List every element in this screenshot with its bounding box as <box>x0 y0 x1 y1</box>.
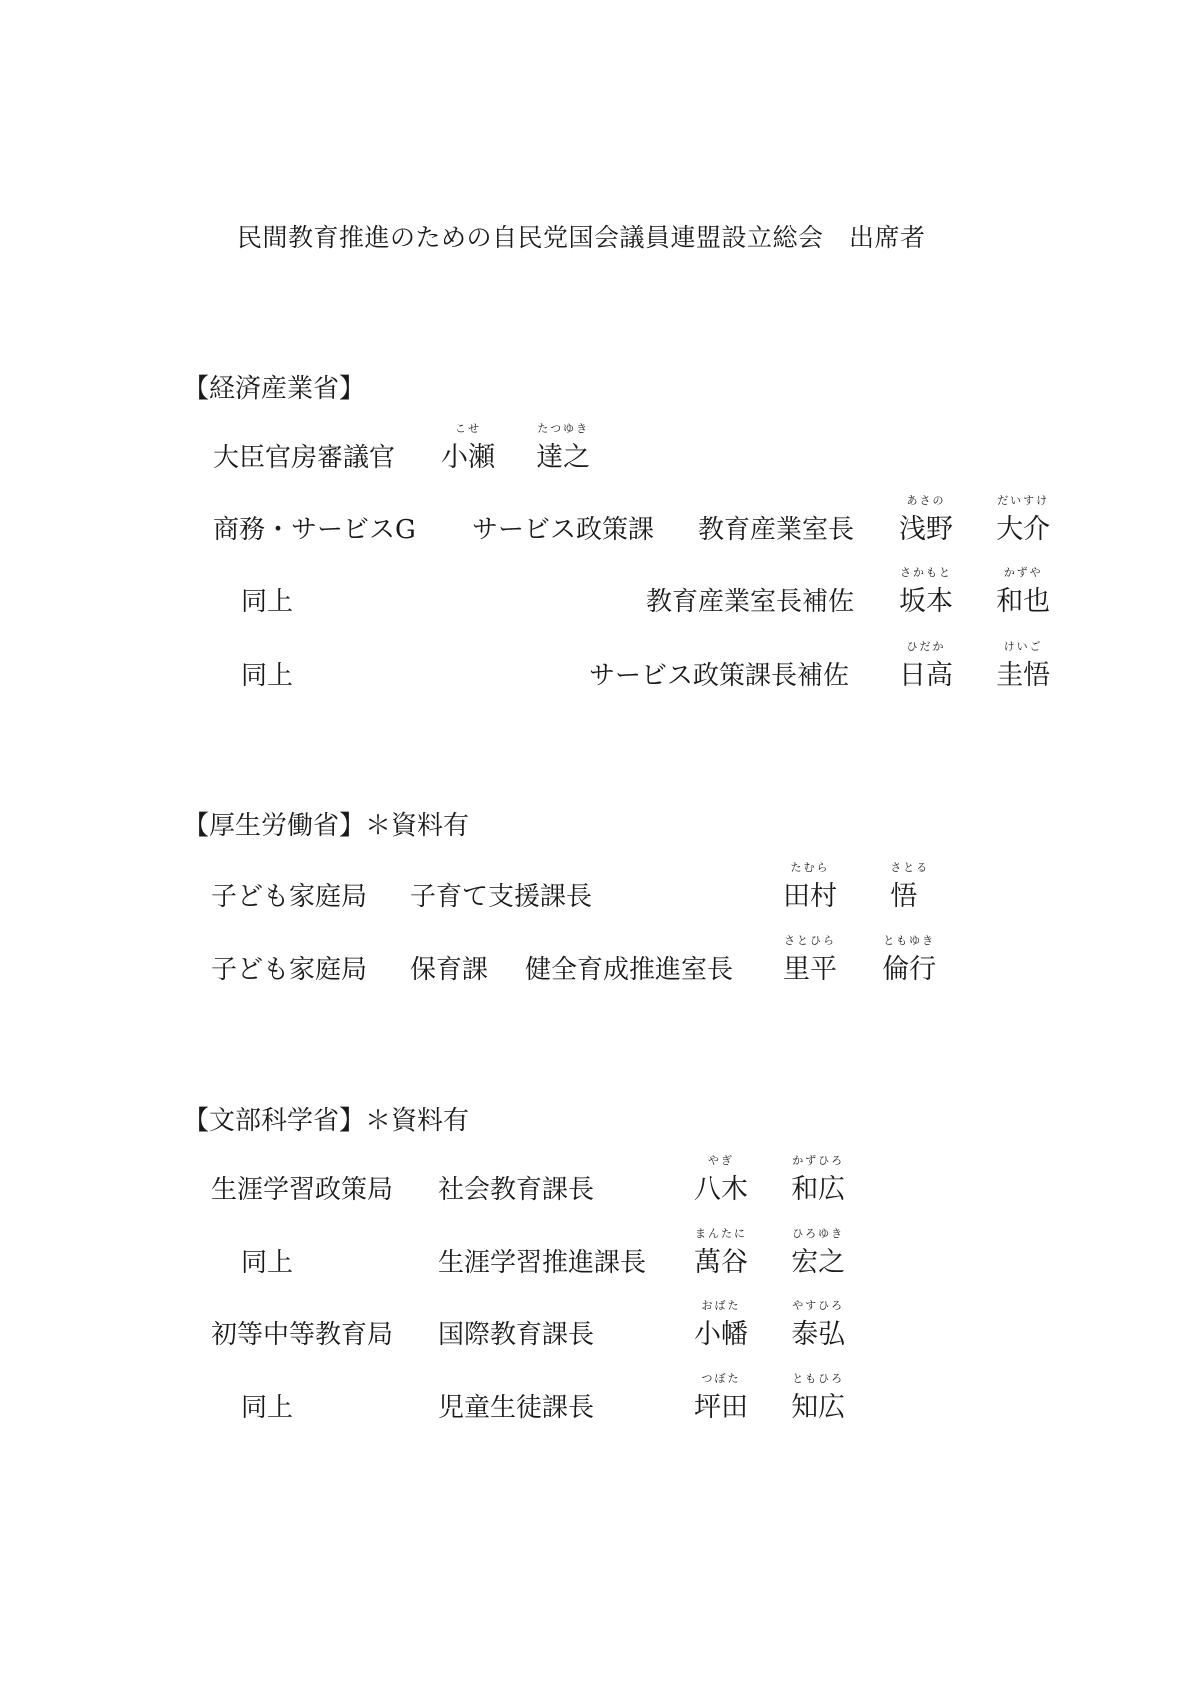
given-name: だいすけ 大介 <box>996 494 1051 545</box>
given-name: かずや 和也 <box>996 566 1051 617</box>
surname: こせ 小瀬 <box>441 422 495 473</box>
row-dept: 保育課 <box>410 955 489 985</box>
surname: まんたに 萬谷 <box>694 1227 748 1278</box>
row-post: 国際教育課長 <box>438 1320 595 1350</box>
row-post: 教育産業室長 <box>698 515 855 545</box>
person-name <box>899 494 1051 545</box>
given-name: ともひろ 知広 <box>791 1372 846 1423</box>
given-name: やすひろ 泰弘 <box>791 1299 846 1350</box>
given-name: ともゆき 倫行 <box>882 934 937 985</box>
row-org: 初等中等教育局 <box>211 1320 394 1350</box>
given-name: たつゆき 達之 <box>536 422 591 473</box>
surname: やぎ 八木 <box>694 1154 748 1205</box>
given-name: ひろゆき 宏之 <box>791 1227 846 1278</box>
section-heading-mhlw: 【厚生労働省】＊資料有 <box>183 811 470 841</box>
person-name <box>694 1227 846 1278</box>
surname: さかもと 坂本 <box>899 566 953 617</box>
row-org: 同上 <box>241 1248 294 1278</box>
surname: ひだか 日高 <box>899 640 953 691</box>
row-post: 教育産業室長補佐 <box>646 587 855 617</box>
given-name: かずひろ 和広 <box>791 1154 846 1205</box>
person-name <box>694 1372 846 1423</box>
row-org: 商務・サービスG <box>213 515 416 545</box>
section-heading-meti: 【経済産業省】 <box>183 374 366 404</box>
row-post: サービス政策課長補佐 <box>589 661 850 691</box>
person-name <box>783 934 937 985</box>
surname: たむら 田村 <box>783 861 837 912</box>
person-name <box>694 1299 846 1350</box>
row-dept: サービス政策課 <box>472 515 655 545</box>
given-name: けいご 圭悟 <box>996 640 1051 691</box>
surname: あさの 浅野 <box>899 494 953 545</box>
surname: おばた 小幡 <box>694 1299 748 1350</box>
row-org: 大臣官房審議官 <box>213 443 396 473</box>
surname: つぼた 坪田 <box>694 1372 748 1423</box>
row-post: 健全育成推進室長 <box>525 955 734 985</box>
person-name <box>694 1154 846 1205</box>
row-org: 子ども家庭局 <box>211 955 368 985</box>
person-name <box>783 861 930 912</box>
given-name: さとる 悟 <box>890 861 930 912</box>
row-org: 同上 <box>241 587 294 617</box>
row-org: 子ども家庭局 <box>211 882 368 912</box>
section-heading-mext: 【文部科学省】＊資料有 <box>183 1106 470 1136</box>
person-name <box>441 422 591 473</box>
row-org: 同上 <box>241 1393 294 1423</box>
row-post: 生涯学習推進課長 <box>438 1248 647 1278</box>
document-title: 民間教育推進のための自民党国会議員連盟設立総会 出席者 <box>237 223 926 252</box>
row-org: 同上 <box>241 661 294 691</box>
surname: さとひら 里平 <box>783 934 837 985</box>
person-name <box>899 566 1051 617</box>
row-org: 生涯学習政策局 <box>211 1175 394 1205</box>
row-post: 児童生徒課長 <box>438 1393 595 1423</box>
row-dept: 子育て支援課長 <box>410 882 593 912</box>
row-post: 社会教育課長 <box>438 1175 595 1205</box>
person-name <box>899 640 1051 691</box>
